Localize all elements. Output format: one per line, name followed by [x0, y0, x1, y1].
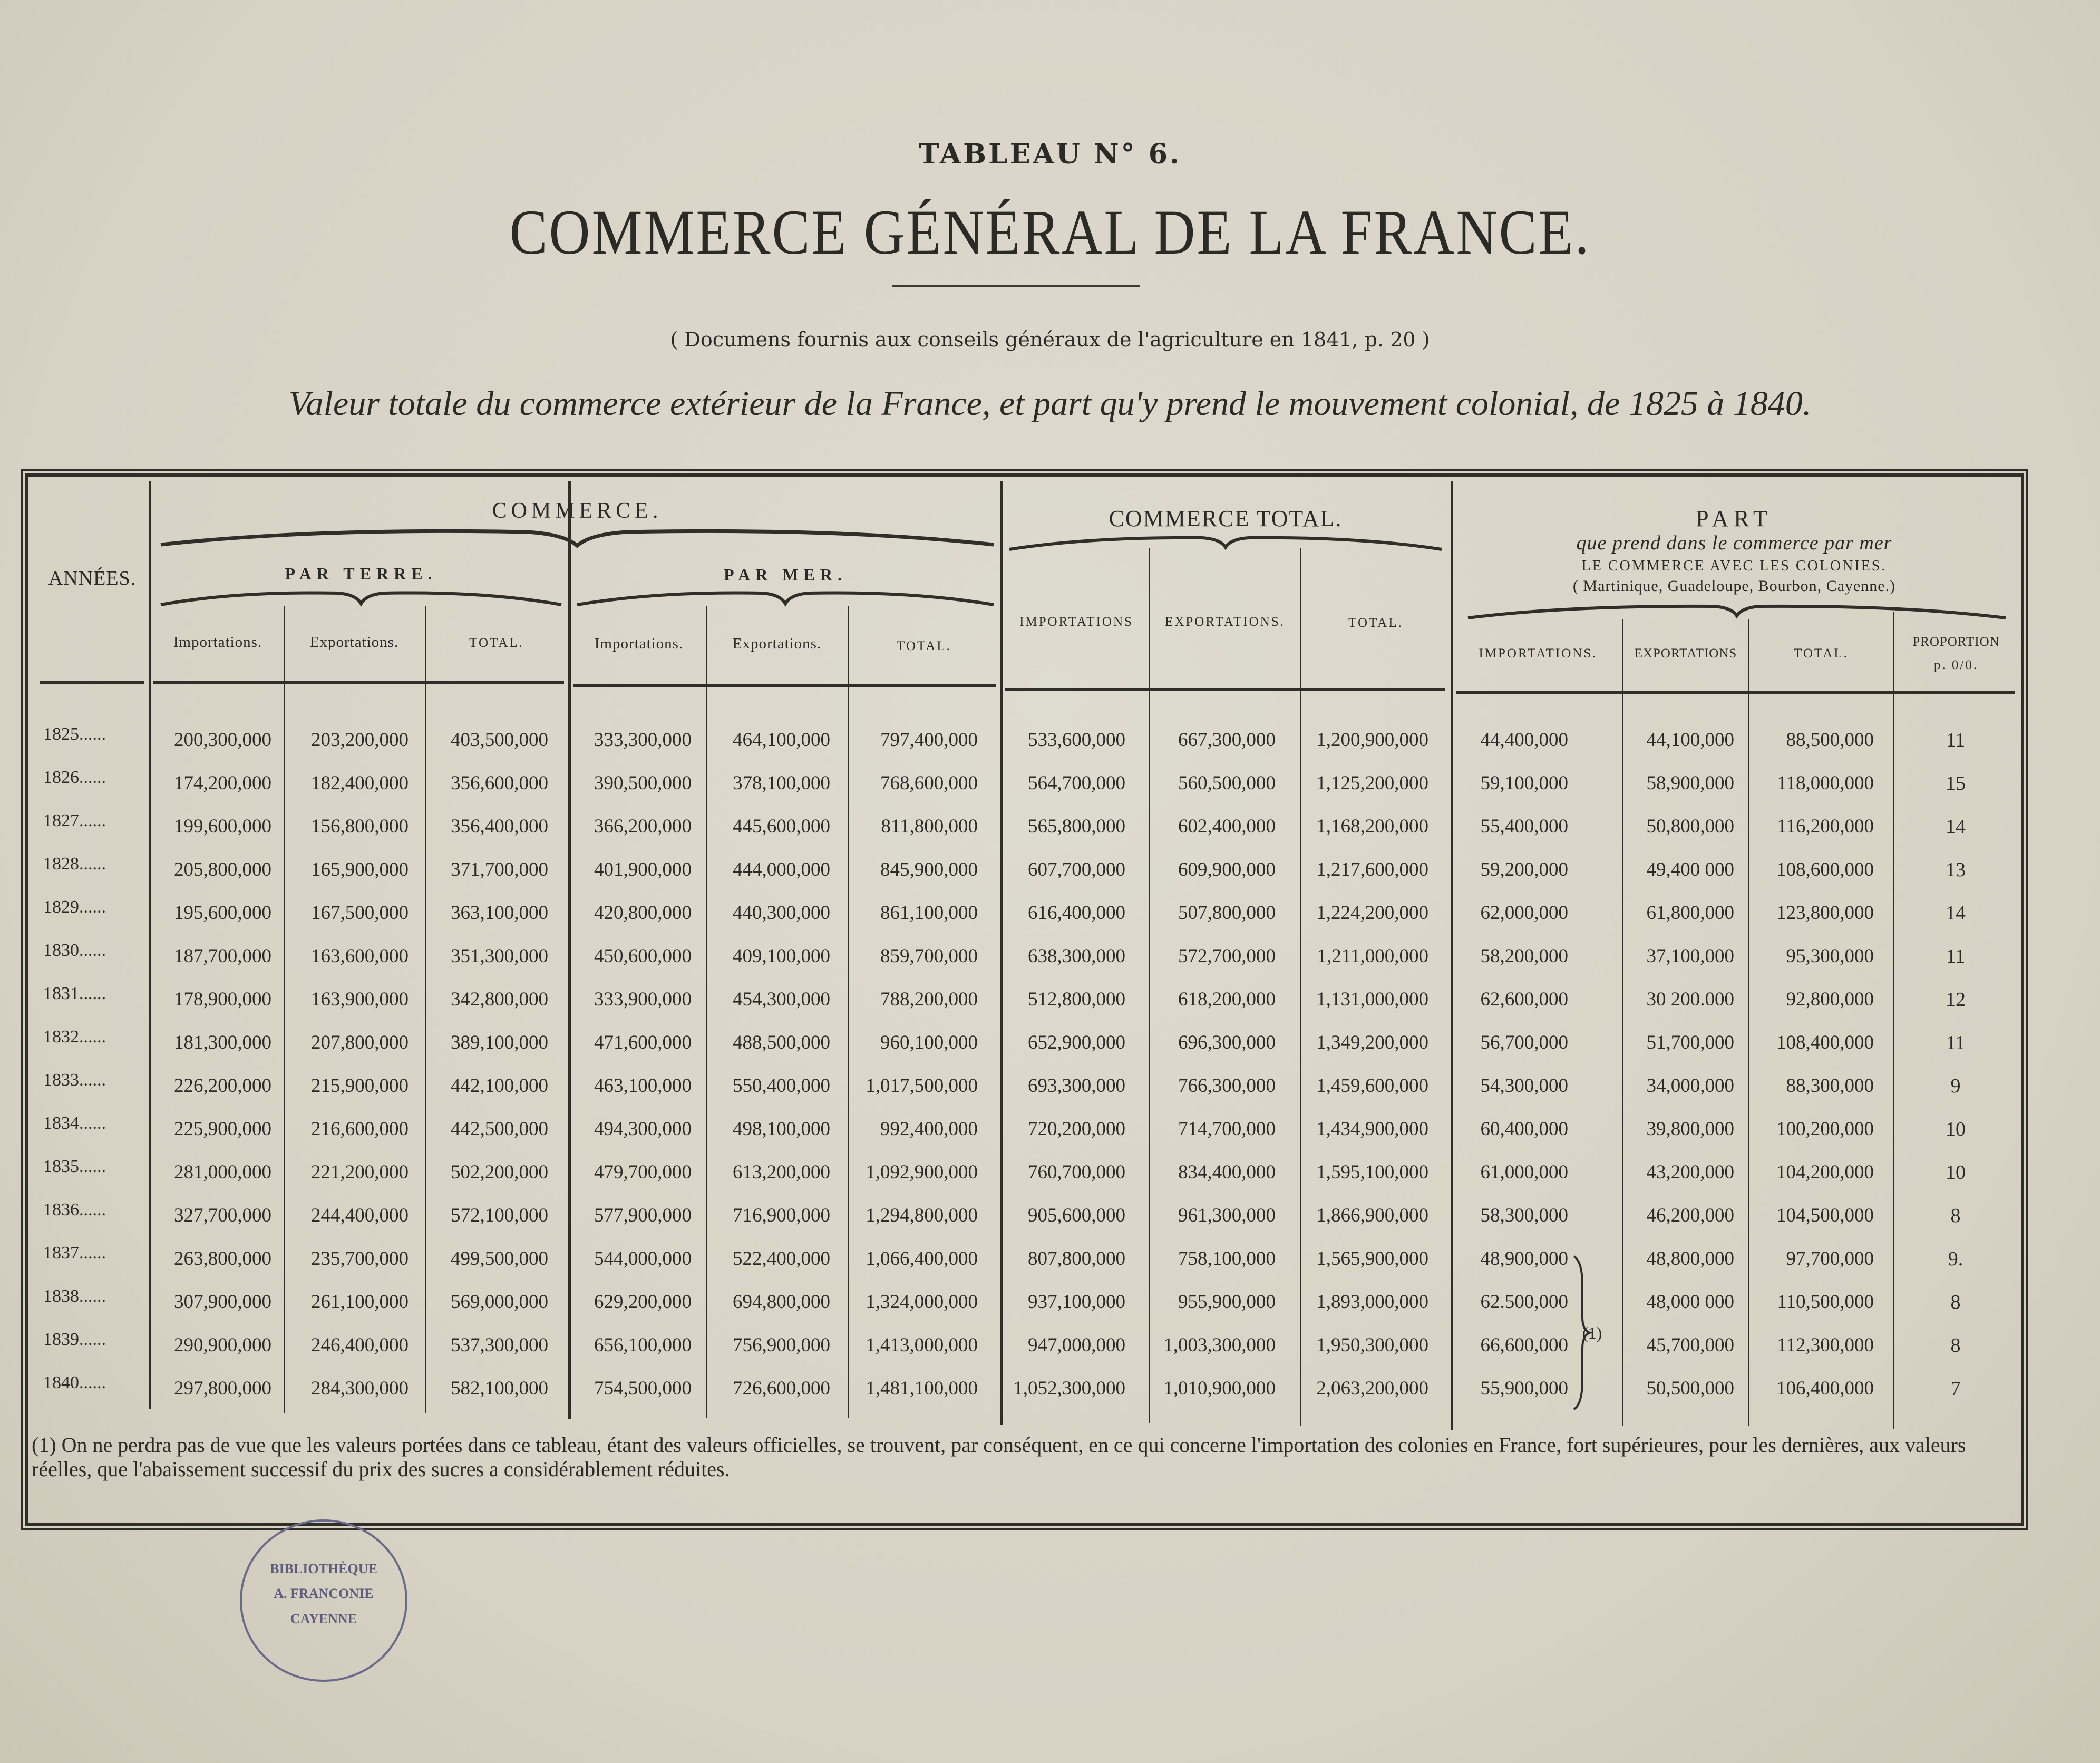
stamp-line-1: BIBLIOTHÈQUE — [270, 1561, 377, 1576]
header-rule — [40, 681, 144, 684]
table-cell: 471,600,000 — [594, 1032, 692, 1053]
table-cell: 609,900,000 — [1178, 859, 1276, 880]
table-cell: 203,200,000 — [311, 729, 409, 751]
table-cell: 363,100,000 — [451, 902, 548, 924]
table-cell: 613,200,000 — [733, 1161, 830, 1183]
column-rule — [1149, 548, 1150, 1423]
table-cell: 60,400,000 — [1480, 1118, 1568, 1140]
year-label: 1834...... — [43, 1113, 106, 1133]
table-cell: 766,300,000 — [1178, 1075, 1276, 1097]
table-cell: 629,200,000 — [594, 1291, 692, 1313]
table-cell: 39,800,000 — [1646, 1118, 1734, 1140]
table-cell: 1,565,900,000 — [1316, 1248, 1428, 1270]
table-cell: 550,400,000 — [733, 1075, 830, 1097]
table-cell: 569,000,000 — [451, 1291, 548, 1313]
table-cell: 1,092,900,000 — [866, 1161, 978, 1183]
table-cell: 327,700,000 — [174, 1205, 271, 1226]
commerce-brace — [158, 525, 996, 551]
table-cell: 714,700,000 — [1178, 1118, 1276, 1140]
table-cell: 693,300,000 — [1028, 1075, 1125, 1097]
table-cell: 235,700,000 — [311, 1248, 409, 1270]
table-cell: 116,200,000 — [1777, 816, 1874, 837]
table-cell: 61,000,000 — [1480, 1161, 1568, 1183]
table-cell: 163,900,000 — [311, 989, 409, 1010]
table-cell: 788,200,000 — [880, 989, 978, 1010]
proportion-cell: 11 — [1946, 1032, 1966, 1054]
header-part: PART — [1696, 506, 1773, 531]
table-cell: 200,300,000 — [174, 729, 271, 751]
table-cell: 216,600,000 — [311, 1118, 409, 1140]
table-cell: 1,168,200,000 — [1316, 816, 1428, 837]
header-col-proportion-unit: p. 0/0. — [1933, 658, 1979, 672]
year-label: 1825...... — [43, 724, 106, 744]
header-mer-importations: Importations. — [594, 635, 684, 652]
year-label: 1833...... — [43, 1070, 106, 1090]
proportion-cell: 12 — [1946, 989, 1966, 1011]
table-cell: 638,300,000 — [1028, 945, 1125, 967]
table-cell: 861,100,000 — [880, 902, 978, 924]
table-cell: 59,200,000 — [1480, 859, 1568, 880]
stamp-line-2: A. FRANCONIE — [274, 1586, 374, 1601]
title-divider — [892, 285, 1140, 287]
table-cell: 43,200,000 — [1646, 1161, 1734, 1183]
header-col-total: TOTAL. — [1794, 646, 1849, 661]
table-cell: 118,000,000 — [1777, 772, 1874, 794]
page-title: COMMERCE GÉNÉRAL DE LA FRANCE. — [509, 197, 1591, 268]
table-cell: 768,600,000 — [880, 772, 978, 794]
table-cell: 165,900,000 — [311, 859, 409, 880]
header-col-exportations: EXPORTATIONS — [1634, 646, 1737, 661]
year-label: 1837...... — [43, 1243, 106, 1263]
proportion-cell: 13 — [1946, 859, 1966, 881]
table-cell: 560,500,000 — [1178, 772, 1276, 794]
header-ct-exportations: EXPORTATIONS. — [1165, 615, 1285, 629]
table-cell: 181,300,000 — [174, 1032, 271, 1053]
table-cell: 290,900,000 — [174, 1334, 271, 1356]
table-cell: 281,000,000 — [174, 1161, 271, 1183]
table-cell: 100,200,000 — [1776, 1118, 1874, 1140]
header-ct-total: TOTAL. — [1348, 616, 1403, 630]
table-cell: 1,294,800,000 — [866, 1205, 978, 1226]
table-cell: 50,500,000 — [1646, 1378, 1734, 1399]
library-stamp — [240, 1519, 407, 1682]
year-label: 1835...... — [43, 1157, 106, 1176]
table-cell: 45,700,000 — [1646, 1334, 1734, 1356]
proportion-cell: 10 — [1946, 1118, 1966, 1140]
table-cell: 499,500,000 — [451, 1248, 548, 1270]
column-rule — [848, 606, 849, 1418]
footnote: (1) On ne perdra pas de vue que les valeurs portées dans ce tableau, étant des valeurs officielles, se trouvent, par conséquent, en ce qui concerne l'importation des colonies en France, fort supérieures, pour les dernières, aux valeurs réelles, que l'abaissement successif du prix des sucres a considérablement réduites. — [32, 1433, 1966, 1481]
table-cell: 602,400,000 — [1178, 816, 1276, 837]
table-cell: 50,800,000 — [1646, 816, 1734, 837]
table-cell: 577,900,000 — [594, 1205, 692, 1226]
table-cell: 1,125,200,000 — [1316, 772, 1428, 794]
column-rule — [706, 606, 707, 1418]
table-cell: 156,800,000 — [311, 816, 409, 837]
header-part-line3: ( Martinique, Guadeloupe, Bourbon, Cayenne.) — [1572, 577, 1896, 595]
table-cell: 390,500,000 — [594, 772, 692, 794]
table-cell: 356,400,000 — [451, 816, 548, 837]
table-cell: 37,100,000 — [1646, 945, 1734, 967]
table-cell: 479,700,000 — [594, 1161, 692, 1183]
table-cell: 444,000,000 — [733, 859, 830, 880]
table-cell: 108,400,000 — [1776, 1032, 1874, 1053]
table-cell: 947,000,000 — [1028, 1334, 1125, 1356]
table-cell: 403,500,000 — [451, 729, 548, 751]
header-commerce-total: COMMERCE TOTAL. — [1109, 506, 1343, 531]
table-cell: 450,600,000 — [594, 945, 692, 967]
table-cell: 726,600,000 — [733, 1378, 830, 1399]
table-cell: 445,600,000 — [733, 816, 830, 837]
table-cell: 537,300,000 — [451, 1334, 548, 1356]
table-cell: 88,300,000 — [1786, 1075, 1874, 1097]
table-cell: 834,400,000 — [1178, 1161, 1276, 1183]
table-cell: 565,800,000 — [1028, 816, 1125, 837]
table-cell: 1,349,200,000 — [1316, 1032, 1428, 1053]
table-cell: 607,700,000 — [1028, 859, 1125, 880]
year-label: 1839...... — [43, 1330, 106, 1349]
table-cell: 261,100,000 — [311, 1291, 409, 1313]
table-cell: 656,100,000 — [594, 1334, 692, 1356]
header-part-line1: que prend dans le commerce par mer — [1576, 532, 1892, 554]
table-cell: 174,200,000 — [174, 772, 271, 794]
table-cell: 58,200,000 — [1480, 945, 1568, 967]
header-terre-importations: Importations. — [173, 634, 262, 651]
proportion-cell: 14 — [1946, 902, 1966, 924]
table-cell: 1,595,100,000 — [1316, 1161, 1428, 1183]
table-cell: 2,063,200,000 — [1316, 1378, 1428, 1399]
table-cell: 961,300,000 — [1178, 1205, 1276, 1226]
proportion-cell: 10 — [1946, 1161, 1966, 1184]
header-terre-total: TOTAL. — [469, 636, 524, 650]
table-cell: 1,893,000,000 — [1316, 1291, 1428, 1313]
header-annees: ANNÉES. — [48, 567, 137, 589]
table-cell: 667,300,000 — [1178, 729, 1276, 751]
table-cell: 58,900,000 — [1646, 772, 1734, 794]
table-cell: 104,200,000 — [1776, 1161, 1874, 1183]
source-note: ( Documens fournis aux conseils généraux de l'agriculture en 1841, p. 20 ) — [670, 328, 1430, 351]
subtitle: Valeur totale du commerce extérieur de la France, et part qu'y prend le mouvement colonial, de 1825 à 1840. — [288, 384, 1812, 423]
table-cell: 401,900,000 — [594, 859, 692, 880]
year-label: 1829...... — [43, 897, 106, 917]
table-cell: 371,700,000 — [451, 859, 548, 880]
year-label: 1840...... — [43, 1373, 106, 1392]
year-label: 1826...... — [43, 768, 106, 787]
table-cell: 49,400 000 — [1646, 859, 1734, 880]
table-cell: 442,100,000 — [451, 1075, 548, 1097]
table-cell: 512,800,000 — [1028, 989, 1125, 1010]
brace-note-marker: (1) — [1582, 1323, 1602, 1342]
table-cell: 758,100,000 — [1178, 1248, 1276, 1270]
commerce-total-brace — [1007, 532, 1444, 554]
table-cell: 1,324,000,000 — [866, 1291, 978, 1313]
table-cell: 55,900,000 — [1480, 1378, 1568, 1399]
header-col-importations: IMPORTATIONS. — [1479, 646, 1598, 661]
table-cell: 960,100,000 — [880, 1032, 978, 1053]
proportion-cell: 14 — [1946, 816, 1966, 838]
table-cell: 756,900,000 — [733, 1334, 830, 1356]
table-cell: 616,400,000 — [1028, 902, 1125, 924]
header-mer-exportations: Exportations. — [732, 635, 822, 652]
header-rule — [1456, 691, 2015, 694]
table-cell: 955,900,000 — [1178, 1291, 1276, 1313]
table-cell: 494,300,000 — [594, 1118, 692, 1140]
table-cell: 1,052,300,000 — [1013, 1378, 1125, 1399]
table-cell: 58,300,000 — [1480, 1205, 1568, 1226]
column-rule — [425, 606, 426, 1413]
year-label: 1828...... — [43, 854, 106, 874]
table-cell: 502,200,000 — [451, 1161, 548, 1183]
table-cell: 464,100,000 — [733, 729, 830, 751]
header-mer-total: TOTAL. — [897, 639, 951, 653]
table-cell: 1,866,900,000 — [1316, 1205, 1428, 1226]
table-cell: 582,100,000 — [451, 1378, 548, 1399]
table-cell: 572,100,000 — [451, 1205, 548, 1226]
table-cell: 716,900,000 — [733, 1205, 830, 1226]
year-label: 1827...... — [43, 811, 106, 830]
table-cell: 92,800,000 — [1786, 989, 1874, 1010]
table-cell: 61,800,000 — [1646, 902, 1734, 924]
table-cell: 48,800,000 — [1646, 1248, 1734, 1270]
table-cell: 48,900,000 — [1480, 1248, 1568, 1270]
table-cell: 167,500,000 — [311, 902, 409, 924]
table-cell: 104,500,000 — [1776, 1205, 1874, 1226]
table-cell: 62,000,000 — [1480, 902, 1568, 924]
table-cell: 389,100,000 — [451, 1032, 548, 1053]
table-cell: 498,100,000 — [733, 1118, 830, 1140]
table-cell: 507,800,000 — [1178, 902, 1276, 924]
table-cell: 62.500,000 — [1480, 1291, 1568, 1313]
table-cell: 97,700,000 — [1786, 1248, 1874, 1270]
table-cell: 811,800,000 — [881, 816, 978, 837]
table-cell: 263,800,000 — [174, 1248, 271, 1270]
table-cell: 95,300,000 — [1786, 945, 1874, 967]
table-cell: 1,224,200,000 — [1316, 902, 1428, 924]
table-cell: 463,100,000 — [594, 1075, 692, 1097]
part-brace — [1465, 601, 2008, 622]
table-cell: 618,200,000 — [1178, 989, 1276, 1010]
table-cell: 1,131,000,000 — [1316, 989, 1428, 1010]
column-rule — [1300, 548, 1301, 1426]
table-cell: 88,500,000 — [1786, 729, 1874, 751]
table-cell: 720,200,000 — [1028, 1118, 1125, 1140]
year-label: 1831...... — [43, 984, 106, 1003]
proportion-cell: 11 — [1946, 945, 1966, 967]
proportion-cell: 8 — [1950, 1205, 1961, 1227]
table-cell: 1,413,000,000 — [866, 1334, 978, 1356]
table-cell: 544,000,000 — [594, 1248, 692, 1270]
table-cell: 48,000 000 — [1646, 1291, 1734, 1313]
column-rule — [1000, 481, 1003, 1425]
table-cell: 760,700,000 — [1028, 1161, 1125, 1183]
header-rule — [1005, 688, 1445, 691]
column-rule — [1748, 619, 1749, 1426]
table-cell: 1,950,300,000 — [1316, 1334, 1428, 1356]
header-rule — [573, 684, 996, 687]
table-cell: 51,700,000 — [1646, 1032, 1734, 1053]
table-cell: 178,900,000 — [174, 989, 271, 1010]
table-cell: 297,800,000 — [174, 1378, 271, 1399]
proportion-cell: 9. — [1948, 1248, 1963, 1270]
table-cell: 108,600,000 — [1776, 859, 1874, 880]
table-cell: 937,100,000 — [1028, 1291, 1125, 1313]
table-cell: 110,500,000 — [1777, 1291, 1874, 1313]
table-cell: 488,500,000 — [733, 1032, 830, 1053]
table-cell: 195,600,000 — [174, 902, 271, 924]
table-cell: 564,700,000 — [1028, 772, 1125, 794]
table-cell: 440,300,000 — [733, 902, 830, 924]
table-cell: 284,300,000 — [311, 1378, 409, 1399]
table-cell: 522,400,000 — [733, 1248, 830, 1270]
table-cell: 307,900,000 — [174, 1291, 271, 1313]
table-cell: 905,600,000 — [1028, 1205, 1125, 1226]
table-cell: 30 200.000 — [1646, 989, 1734, 1010]
table-cell: 199,600,000 — [174, 816, 271, 837]
header-terre-exportations: Exportations. — [309, 634, 399, 651]
table-cell: 187,700,000 — [174, 945, 271, 967]
header-par-terre: PAR TERRE. — [285, 564, 438, 583]
table-cell: 992,400,000 — [880, 1118, 978, 1140]
table-cell: 54,300,000 — [1480, 1075, 1568, 1097]
table-cell: 351,300,000 — [451, 945, 548, 967]
header-rule — [153, 681, 564, 684]
table-cell: 797,400,000 — [880, 729, 978, 751]
table-cell: 366,200,000 — [594, 816, 692, 837]
table-cell: 205,800,000 — [174, 859, 271, 880]
proportion-cell: 11 — [1946, 729, 1966, 751]
table-cell: 1,066,400,000 — [866, 1248, 978, 1270]
table-cell: 1,217,600,000 — [1316, 859, 1428, 880]
table-cell: 333,300,000 — [594, 729, 692, 751]
table-cell: 342,800,000 — [451, 989, 548, 1010]
column-rule — [284, 606, 285, 1413]
table-cell: 754,500,000 — [594, 1378, 692, 1399]
table-cell: 44,100,000 — [1646, 729, 1734, 751]
header-ct-importations: IMPORTATIONS — [1019, 615, 1133, 629]
table-cell: 420,800,000 — [594, 902, 692, 924]
table-cell: 244,400,000 — [311, 1205, 409, 1226]
table-cell: 333,900,000 — [594, 989, 692, 1010]
proportion-cell: 9 — [1950, 1075, 1961, 1097]
table-cell: 859,700,000 — [880, 945, 978, 967]
table-cell: 845,900,000 — [880, 859, 978, 880]
year-label: 1836...... — [43, 1200, 106, 1219]
table-cell: 533,600,000 — [1028, 729, 1125, 751]
table-cell: 106,400,000 — [1776, 1378, 1874, 1399]
table-cell: 123,800,000 — [1776, 902, 1874, 924]
table-cell: 409,100,000 — [733, 945, 830, 967]
par-mer-brace — [575, 588, 996, 609]
table-cell: 46,200,000 — [1646, 1205, 1734, 1226]
table-cell: 34,000,000 — [1646, 1075, 1734, 1097]
stamp-line-3: CAYENNE — [290, 1611, 357, 1626]
table-cell: 1,010,900,000 — [1163, 1378, 1276, 1399]
year-label: 1832...... — [43, 1027, 106, 1047]
table-cell: 226,200,000 — [174, 1075, 271, 1097]
table-cell: 55,400,000 — [1480, 816, 1568, 837]
table-cell: 207,800,000 — [311, 1032, 409, 1053]
table-cell: 1,434,900,000 — [1316, 1118, 1428, 1140]
table-cell: 1,481,100,000 — [866, 1378, 978, 1399]
proportion-cell: 7 — [1950, 1378, 1961, 1400]
table-cell: 442,500,000 — [451, 1118, 548, 1140]
year-label: 1830...... — [43, 941, 106, 960]
table-cell: 696,300,000 — [1178, 1032, 1276, 1053]
table-cell: 356,600,000 — [451, 772, 548, 794]
header-col-proportion: PROPORTION — [1912, 635, 2000, 649]
table-cell: 44,400,000 — [1480, 729, 1568, 751]
table-cell: 221,200,000 — [311, 1161, 409, 1183]
table-cell: 163,600,000 — [311, 945, 409, 967]
table-cell: 1,459,600,000 — [1316, 1075, 1428, 1097]
table-cell: 807,800,000 — [1028, 1248, 1125, 1270]
table-cell: 59,100,000 — [1480, 772, 1568, 794]
column-rule — [1893, 612, 1894, 1429]
table-cell: 215,900,000 — [311, 1075, 409, 1097]
tableau-number: TABLEAU N° 6. — [918, 138, 1182, 170]
table-cell: 62,600,000 — [1480, 989, 1568, 1010]
table-cell: 652,900,000 — [1028, 1032, 1125, 1053]
par-terre-brace — [158, 588, 564, 609]
table-cell: 694,800,000 — [733, 1291, 830, 1313]
proportion-cell: 8 — [1950, 1291, 1961, 1313]
table-cell: 454,300,000 — [733, 989, 830, 1010]
table-cell: 378,100,000 — [733, 772, 830, 794]
table-cell: 225,900,000 — [174, 1118, 271, 1140]
table-cell: 66,600,000 — [1480, 1334, 1568, 1356]
table-cell: 182,400,000 — [311, 772, 409, 794]
table-cell: 1,200,900,000 — [1316, 729, 1428, 751]
header-commerce: COMMERCE. — [492, 499, 663, 523]
table-cell: 572,700,000 — [1178, 945, 1276, 967]
proportion-cell: 8 — [1950, 1334, 1961, 1357]
year-label: 1838...... — [43, 1286, 106, 1306]
table-cell: 112,300,000 — [1777, 1334, 1874, 1356]
header-par-mer: PAR MER. — [723, 565, 848, 584]
table-cell: 246,400,000 — [311, 1334, 409, 1356]
table-cell: 1,017,500,000 — [866, 1075, 978, 1097]
header-part-line2: LE COMMERCE AVEC LES COLONIES. — [1581, 558, 1887, 574]
table-cell: 1,211,000,000 — [1317, 945, 1428, 967]
table-cell: 1,003,300,000 — [1163, 1334, 1276, 1356]
table-cell: 56,700,000 — [1480, 1032, 1568, 1053]
proportion-cell: 15 — [1946, 772, 1966, 795]
